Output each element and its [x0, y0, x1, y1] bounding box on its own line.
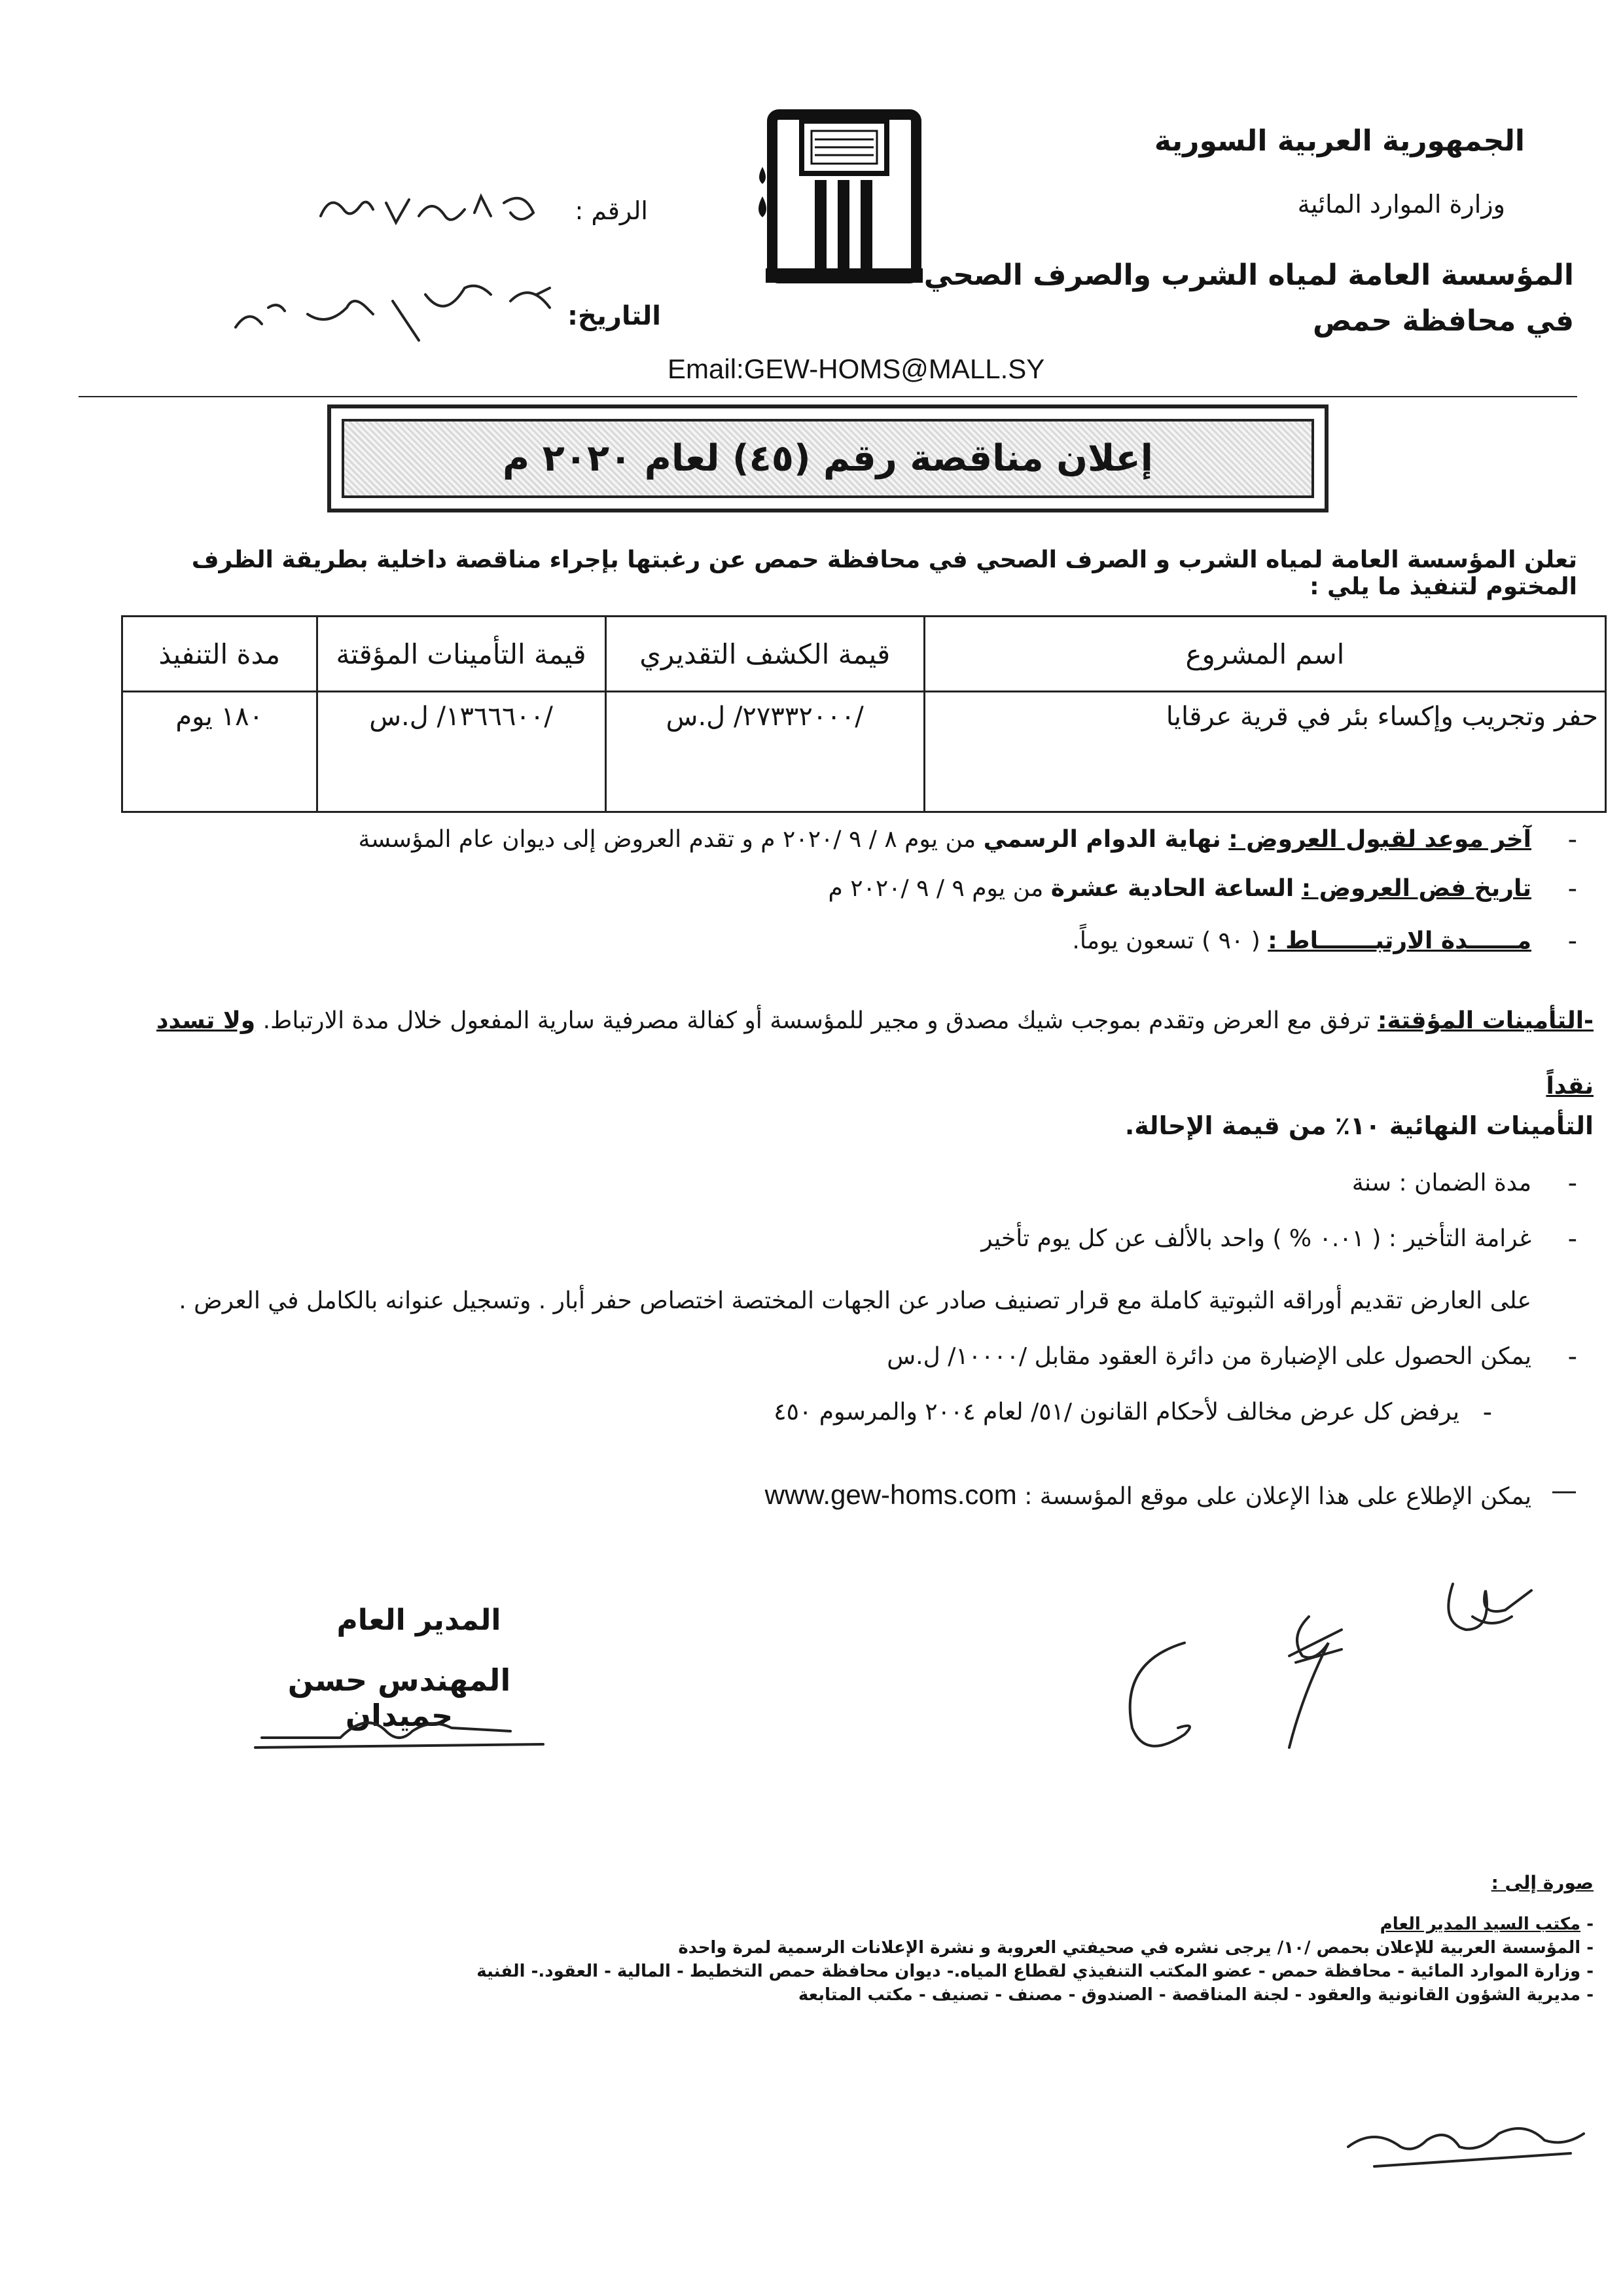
page-title: إعلان مناقصة رقم (٤٥) لعام ٢٠٢٠ م [503, 437, 1153, 480]
cell-duration: ١٨٠ يوم [122, 692, 317, 812]
list-item: - مديرية الشؤون القانونية والعقود - لجنة المناقصة - الصندوق - مصنف - تصنيف - مكتب المتابعة [798, 1985, 1594, 2005]
header-establishment: المؤسسة العامة لمياه الشرب والصرف الصحي [923, 259, 1574, 292]
term-opening: تاريخ فض العروض : الساعة الحادية عشرة من يوم ٩ / ٩ /٢٠٢٠ م [828, 875, 1531, 902]
term-deadline: آخر موعد لقبول العروض : نهاية الدوام الرسمي من يوم ٨ / ٩ /٢٠٢٠ م و تقدم العروض إلى ديوان عام المؤسسة [358, 826, 1531, 853]
copies-list [219, 1914, 1594, 2009]
committee-signatures [1086, 1558, 1584, 1754]
footnote-handwriting [1335, 2094, 1603, 2179]
col-header-duration: مدة التنفيذ [122, 617, 317, 692]
director-signature [249, 1708, 550, 1761]
term-final-insurance: التأمينات النهائية ١٠٪ من قيمة الإحالة. [1124, 1111, 1594, 1140]
list-item: - وزارة الموارد المائية - محافظة حمص - عضو المكتب التنفيذي لقطاع المياه.- ديوان محافظة حمص التخطيط - المالية - العقود.- الفنية [476, 1962, 1594, 1981]
term-folder: يمكن الحصول على الإضبارة من دائرة العقود مقابل /١٠٠٠٠/ ل.س [887, 1343, 1531, 1370]
website-link[interactable]: www.gew-homs.com [764, 1479, 1017, 1510]
ref-label: الرقم : [575, 196, 648, 225]
header-ministry: وزارة الموارد المائية [1297, 190, 1505, 219]
signatory-name: المهندس حسن حميدان [287, 1662, 511, 1733]
list-item: - مكتب السيد المدير العام [1380, 1914, 1594, 1934]
col-header-insurance: قيمة التأمينات المؤقتة [317, 617, 605, 692]
header-country: الجمهورية العربية السورية [1154, 124, 1525, 158]
cell-estimate: /٢٧٣٣٢٠٠٠/ ل.س [605, 692, 924, 812]
title-box [327, 404, 1329, 512]
header-divider [79, 396, 1577, 397]
projects-table [121, 615, 1607, 813]
copies-heading: صورة إلى : [1491, 1872, 1594, 1893]
term-warranty: مدة الضمان : سنة [1351, 1170, 1531, 1196]
list-item: - المؤسسة العربية للإعلان بحمص /١٠/ يرجى نشره في صحيفتي العروبة و نشرة الإعلانات الرسمية لمرة واحدة [678, 1938, 1594, 1958]
ref-handwritten-value [314, 177, 563, 236]
cell-insurance: /١٣٦٦٦٠٠/ ل.س [317, 692, 605, 812]
date-label: التاريخ: [567, 301, 661, 331]
col-header-estimate: قيمة الكشف التقديري [605, 617, 924, 692]
signatory-role: المدير العام [336, 1604, 501, 1637]
intro-paragraph: تعلن المؤسسة العامة لمياه الشرب و الصرف الصحي في محافظة حمص عن رغبتها بإجراء مناقصة داخلية بطريقة الظرف المختوم لتنفيذ ما يلي : [191, 547, 1577, 600]
term-temp-insurance: -التأمينات المؤقتة: ترفق مع العرض وتقدم بموجب شيك مصدق و مجير للمؤسسة أو كفالة مصرفية سارية المفعول خلال مدة الارتباط. ولا تسدد نقداً [156, 1007, 1594, 1100]
term-reject: يرفض كل عرض مخالف لأحكام القانون /٥١/ لعام ٢٠٠٤ والمرسوم ٤٥٠ [774, 1399, 1459, 1426]
table-header-row [122, 617, 1606, 692]
table-row [122, 692, 1606, 812]
date-handwritten-value [229, 275, 576, 347]
term-binding: مــــــدة الارتبـــــــاط : ( ٩٠ ) تسعون يوماً. [1072, 927, 1531, 954]
water-establishment-logo-icon [740, 101, 949, 291]
term-documents: على العارض تقديم أوراقه الثبوتية كاملة مع قرار تصنيف صادر عن الجهات المختصة اختصاص حفر أبار . وتسجيل عنوانه بالكامل في العرض . [179, 1287, 1531, 1314]
col-header-project: اسم المشروع [924, 617, 1605, 692]
header-governorate: في محافظة حمص [1312, 304, 1574, 338]
term-website: يمكن الإطلاع على هذا الإعلان على موقع المؤسسة : www.gew-homs.com [764, 1479, 1531, 1510]
header-email: Email:GEW-HOMS@MALL.SY [668, 353, 1045, 384]
cell-project: حفر وتجريب وإكساء بئر في قرية عرقايا [924, 692, 1605, 812]
term-penalty: غرامة التأخير : ( ٠.٠١ % ) واحد بالألف عن كل يوم تأخير [981, 1225, 1531, 1252]
